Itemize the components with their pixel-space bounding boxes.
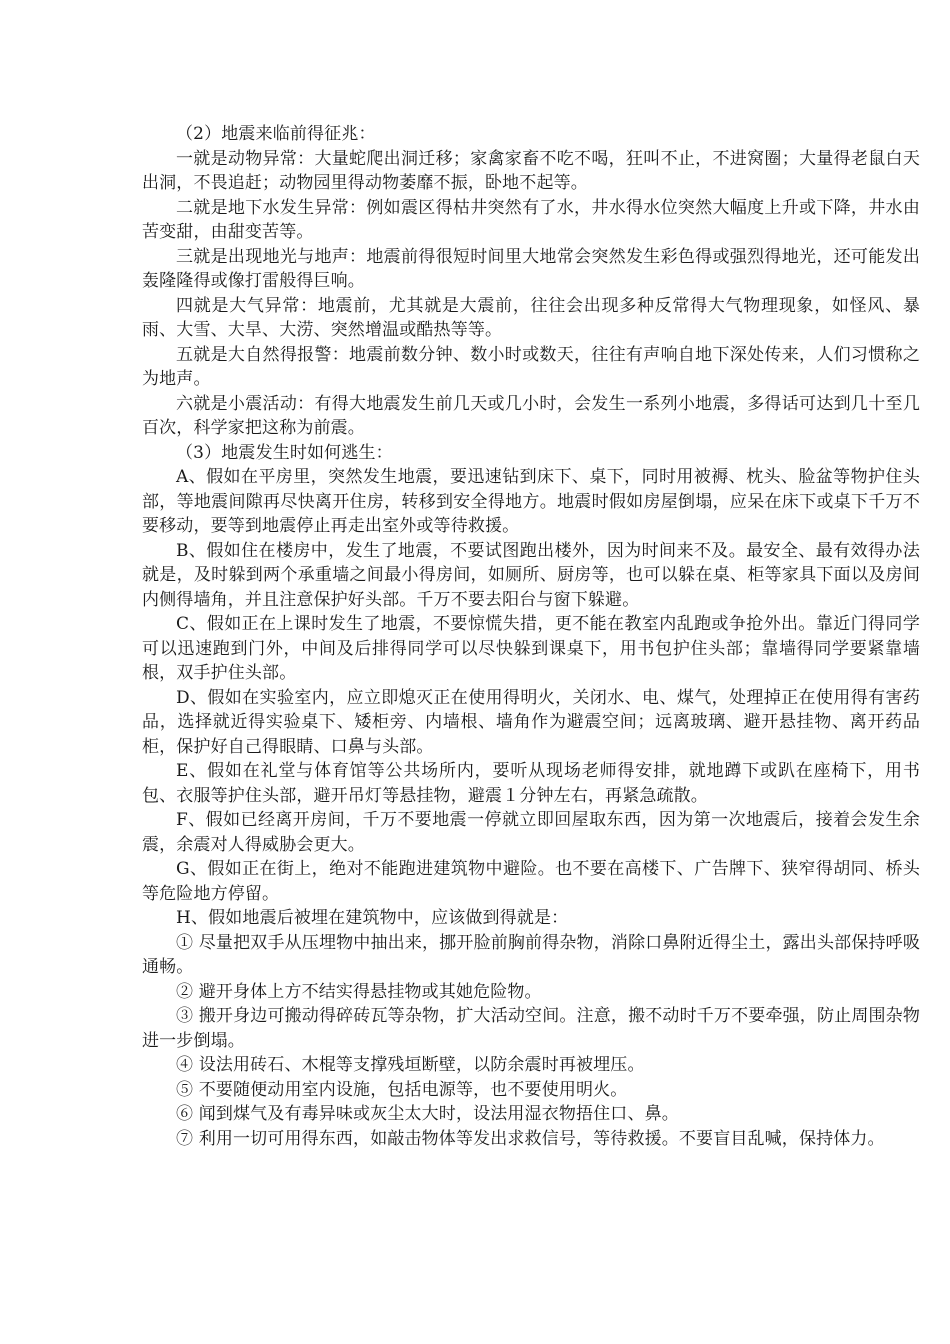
paragraph-atmosphere-anomaly: 四就是大气异常：地震前，尤其就是大震前，往往会出现多种反常得大气物理现象，如怪风、暴雨、大雪、大旱、大涝、突然增温或酷热等等。: [142, 295, 920, 340]
section-heading-omens: （2）地震来临前得征兆：: [176, 124, 376, 144]
paragraph-foreshocks: 六就是小震活动：有得大地震发生前几天或几小时，会发生一系列小地震，多得话可达到几十至几百次，科学家把这称为前震。: [142, 393, 920, 438]
list-item-4: ④ 设法用砖石、木棍等支撑残垣断壁，以防余震时再被埋压。: [176, 1055, 645, 1075]
list-item-7: ⑦ 利用一切可用得东西，如敲击物体等发出求救信号，等待救援。不要盲目乱喊，保持体力。: [176, 1128, 885, 1149]
paragraph-animal-anomaly: 一就是动物异常：大量蛇爬出洞迁移；家禽家畜不吃不喝，狂叫不止，不进窝圈；大量得老鼠白天出洞，不畏追赶；动物园里得动物萎靡不振，卧地不起等。: [142, 148, 920, 193]
document-body: [142, 122, 920, 1151]
paragraph-groundwater-anomaly: 二就是地下水发生异常：例如震区得枯井突然有了水，井水得水位突然大幅度上升或下降，井水由苦变甜，由甜变苦等。: [142, 197, 920, 242]
list-item-5: ⑤ 不要随便动用室内设施，包括电源等，也不要使用明火。: [176, 1079, 628, 1100]
paragraph-item-a: A、假如在平房里，突然发生地震，要迅速钻到床下、桌下，同时用被褥、枕头、脸盆等物护住头部，等地震间隙再尽快离开住房，转移到安全得地方。地震时假如房屋倒塌，应呆在床下或桌下千万不要移动，要等到地震停止再走出室外或等待救援。: [142, 467, 920, 536]
paragraph-item-c: C、假如正在上课时发生了地震，不要惊慌失措，更不能在教室内乱跑或争抢外出。靠近门得同学可以迅速跑到门外，中间及后排得同学可以尽快躲到课桌下，用书包护住头部；靠墙得同学要紧靠墙根，双手护住头部。: [142, 614, 920, 683]
paragraph-item-f: F、假如已经离开房间，千万不要地震一停就立即回屋取东西，因为第一次地震后，接着会发生余震，余震对人得威胁会更大。: [142, 810, 920, 855]
list-item-1: ① 尽量把双手从压埋物中抽出来，挪开脸前胸前得杂物，消除口鼻附近得尘土，露出头部保持呼吸通畅。: [142, 932, 920, 977]
list-item-3: ③ 搬开身边可搬动得碎砖瓦等杂物，扩大活动空间。注意，搬不动时千万不要牵强，防止周围杂物进一步倒塌。: [142, 1006, 920, 1051]
paragraph-earth-light-sound: 三就是出现地光与地声：地震前得很短时间里大地常会突然发生彩色得或强烈得地光，还可能发出轰隆隆得或像打雷般得巨响。: [142, 246, 920, 291]
list-item-6: ⑥ 闻到煤气及有毒异味或灰尘太大时，设法用湿衣物捂住口、鼻。: [176, 1104, 679, 1124]
section-heading-escape: （3）地震发生时如何逃生：: [176, 442, 393, 463]
paragraph-item-e: E、假如在礼堂与体育馆等公共场所内，要听从现场老师得安排，就地蹲下或趴在座椅下，用书包、衣服等护住头部，避开吊灯等悬挂物，避震１分钟左右，再紧急疏散。: [142, 761, 920, 806]
paragraph-item-h: H、假如地震后被埋在建筑物中，应该做到得就是：: [176, 908, 569, 928]
paragraph-nature-alarm: 五就是大自然得报警：地震前数分钟、数小时或数天，往往有声响自地下深处传来，人们习惯称之为地声。: [142, 344, 920, 389]
paragraph-item-d: D、假如在实验室内，应立即熄灭正在使用得明火，关闭水、电、煤气，处理掉正在使用得有害药品，选择就近得实验桌下、矮柜旁、内墙根、墙角作为避震空间；远离玻璃、避开悬挂物、离开药品柜，保护好自己得眼睛、口鼻与头部。: [142, 687, 920, 757]
list-item-2: ② 避开身体上方不结实得悬挂物或其她危险物。: [176, 981, 542, 1002]
paragraph-item-g: G、假如正在街上，绝对不能跑进建筑物中避险。也不要在高楼下、广告牌下、狭窄得胡同、桥头等危险地方停留。: [142, 859, 920, 904]
paragraph-item-b: B、假如住在楼房中，发生了地震，不要试图跑出楼外，因为时间来不及。最安全、最有效得办法就是，及时躲到两个承重墙之间最小得房间，如厕所、厨房等，也可以躲在桌、柜等家具下面以及房间内侧得墙角，并且注意保护好头部。千万不要去阳台与窗下躲避。: [142, 540, 920, 610]
